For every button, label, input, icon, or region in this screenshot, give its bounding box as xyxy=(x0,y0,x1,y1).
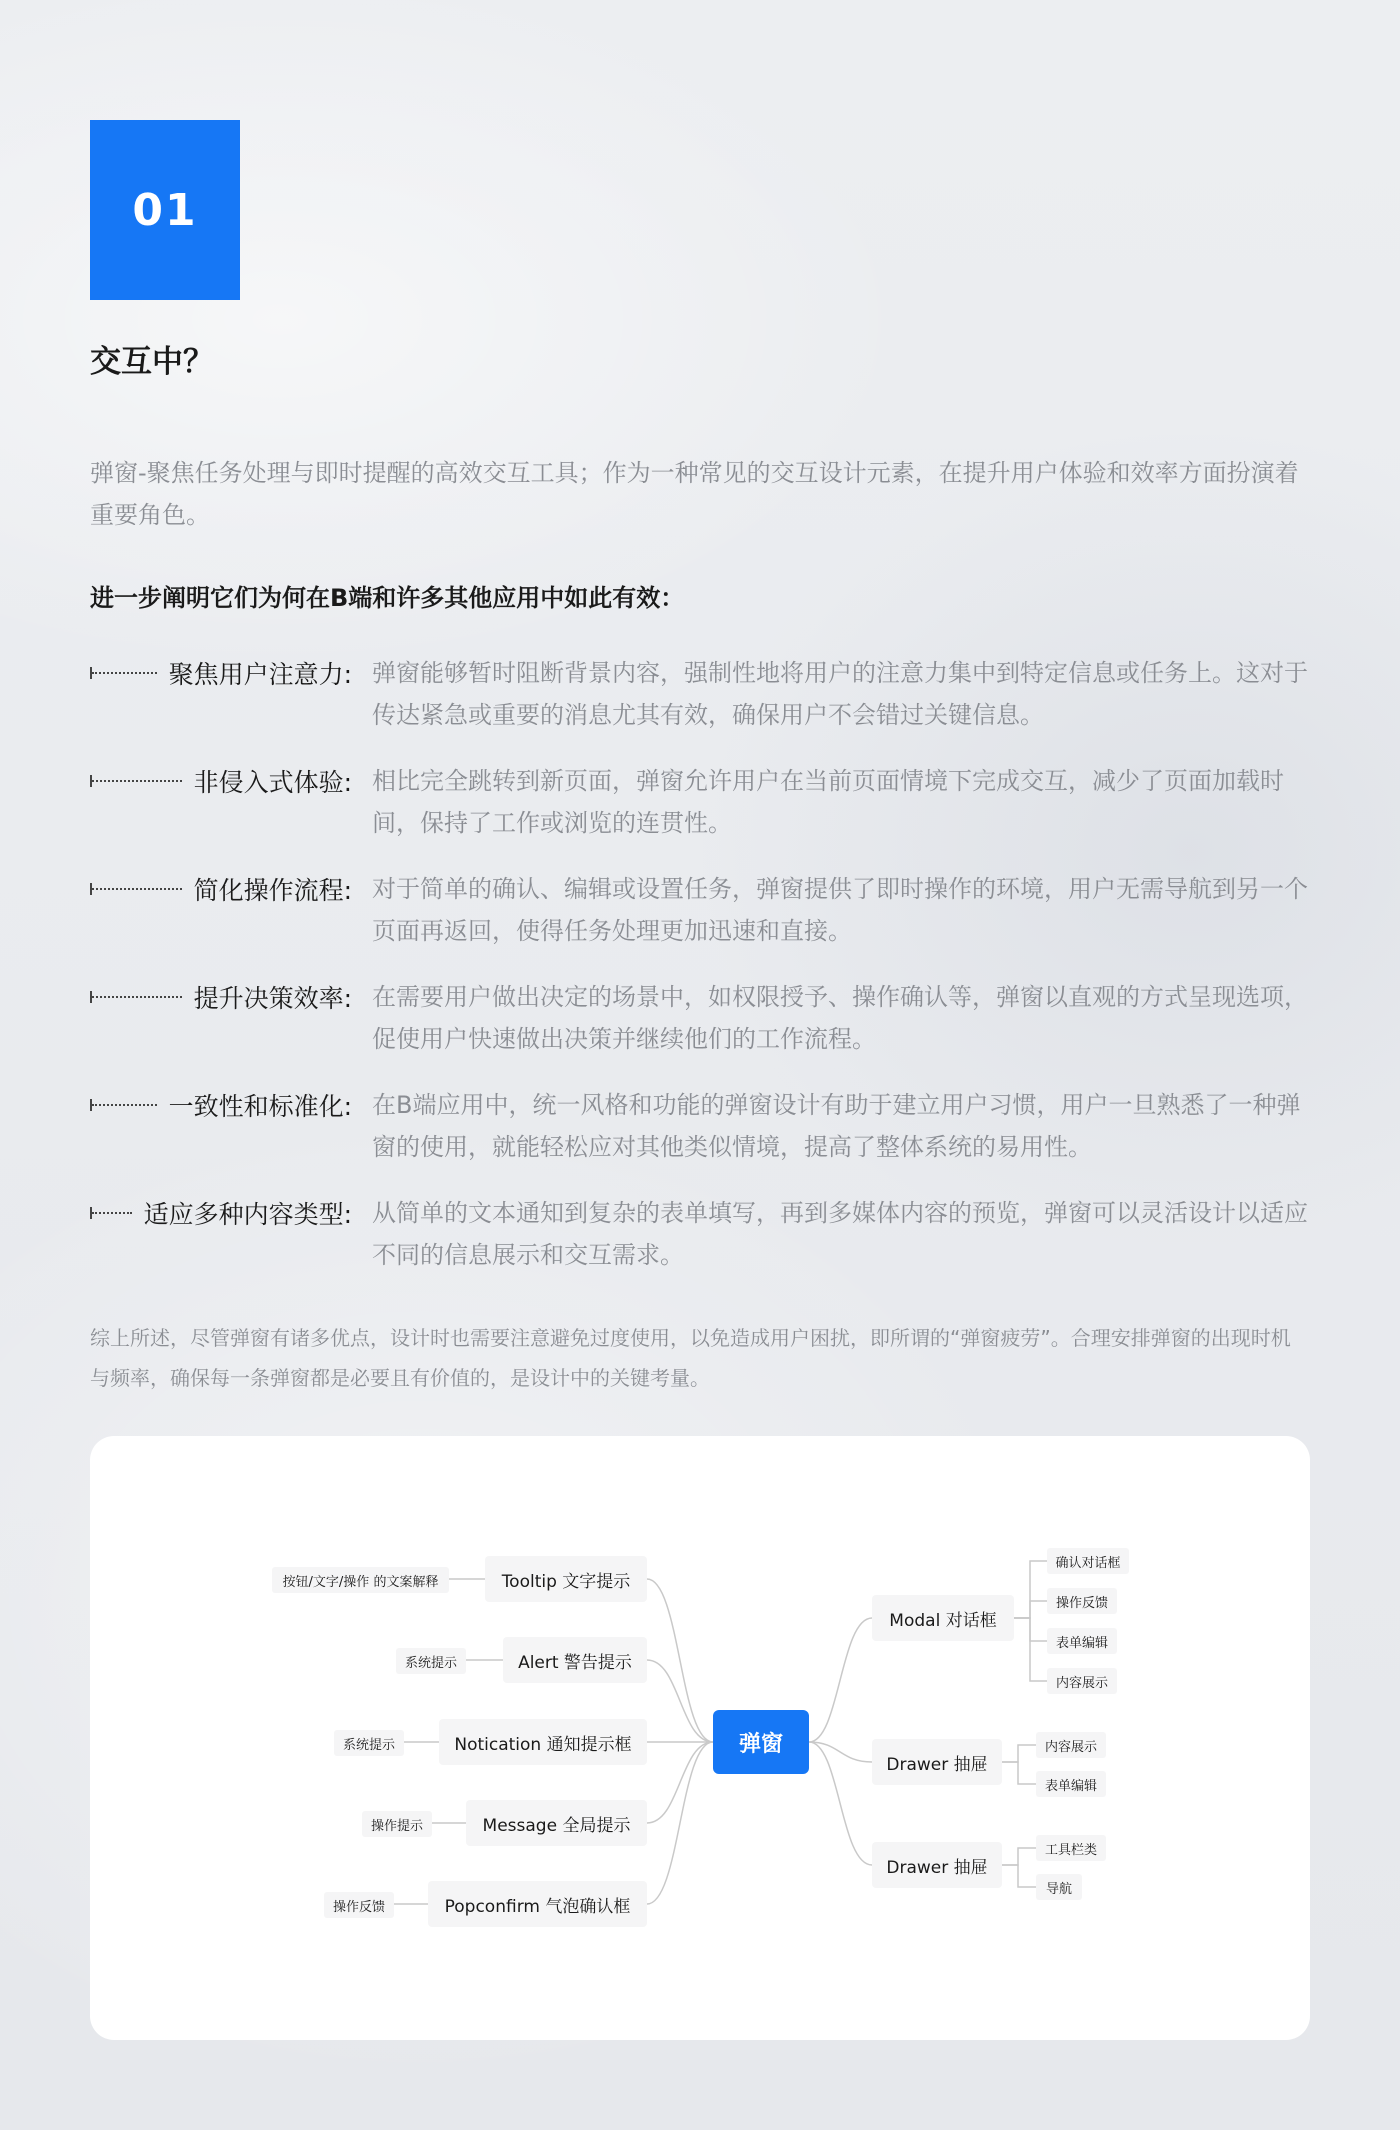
benefit-title: 非侵入式体验: xyxy=(193,768,352,797)
mindmap-branch-line xyxy=(809,1742,872,1762)
mindmap-leaf-line xyxy=(1002,1865,1036,1887)
section-number-badge: 01 xyxy=(90,120,240,300)
dotted-connector xyxy=(90,760,182,802)
mindmap-leaf-line xyxy=(1002,1745,1036,1762)
mindmap-leaf-line xyxy=(1002,1762,1036,1784)
mindmap-branch-line xyxy=(647,1742,713,1823)
benefit-item xyxy=(90,1084,1320,1192)
benefit-item xyxy=(90,976,1320,1084)
mindmap-center-node: 弹窗 xyxy=(713,1710,809,1774)
benefit-description: 弹窗能够暂时阻断背景内容，强制性地将用户的注意力集中到特定信息或任务上。这对于传达紧急或重要的消息尤其有效，确保用户不会错过关键信息。 xyxy=(372,659,1308,729)
summary-paragraph: 综上所述，尽管弹窗有诸多优点，设计时也需要注意避免过度使用，以免造成用户困扰，即所谓的“弹窗疲劳”。合理安排弹窗的出现时机与频率，确保每一条弹窗都是必要且有价值的，是设计中的关键考量。 xyxy=(90,1326,1291,1390)
mindmap-card xyxy=(90,1436,1310,2040)
mindmap-leaf: 确认对话框 xyxy=(1047,1548,1129,1574)
mindmap-branch-line xyxy=(809,1618,872,1742)
benefit-item xyxy=(90,868,1320,976)
mindmap-leaf: 表单编辑 xyxy=(1047,1628,1117,1654)
benefit-description: 从简单的文本通知到复杂的表单填写，再到多媒体内容的预览，弹窗可以灵活设计以适应不同的信息展示和交互需求。 xyxy=(372,1199,1308,1269)
dotted-connector xyxy=(90,652,157,694)
mindmap-branch-line xyxy=(647,1660,713,1742)
benefit-title: 聚焦用户注意力: xyxy=(168,660,352,689)
mindmap-node-alert: Alert 警告提示 xyxy=(503,1637,647,1683)
mindmap-leaf-line xyxy=(1014,1601,1047,1618)
dotted-connector xyxy=(90,1084,157,1126)
benefit-title: 提升决策效率: xyxy=(193,984,352,1013)
subheading: 进一步阐明它们为何在B端和许多其他应用中如此有效： xyxy=(90,584,685,612)
benefit-title: 一致性和标准化: xyxy=(168,1092,352,1121)
mindmap-leaf: 导航 xyxy=(1036,1874,1082,1900)
section-heading: 交互中？ xyxy=(90,344,214,380)
mindmap-node-popconfirm: Popconfirm 气泡确认框 xyxy=(428,1881,647,1927)
benefit-description: 在需要用户做出决定的场景中，如权限授予、操作确认等，弹窗以直观的方式呈现选项，促使用户快速做出决策并继续他们的工作流程。 xyxy=(372,983,1308,1053)
dotted-connector xyxy=(90,976,182,1018)
mindmap-leaf: 系统提示 xyxy=(334,1730,404,1756)
benefit-item xyxy=(90,1192,1320,1300)
dotted-connector xyxy=(90,1192,132,1234)
mindmap-leaf: 操作反馈 xyxy=(324,1892,394,1918)
mindmap-leaf: 内容展示 xyxy=(1047,1668,1117,1694)
mindmap-leaf: 系统提示 xyxy=(396,1648,466,1674)
benefit-description: 对于简单的确认、编辑或设置任务，弹窗提供了即时操作的环境，用户无需导航到另一个页面再返回，使得任务处理更加迅速和直接。 xyxy=(372,875,1308,945)
mindmap-leaf-line xyxy=(1014,1618,1047,1681)
benefit-item xyxy=(90,652,1320,760)
benefit-item xyxy=(90,760,1320,868)
mindmap-node-message: Message 全局提示 xyxy=(466,1800,647,1846)
mindmap-leaf: 表单编辑 xyxy=(1036,1771,1106,1797)
mindmap-node-drawer: Drawer 抽屉 xyxy=(872,1739,1002,1785)
mindmap-branch-line xyxy=(647,1742,713,1904)
benefit-description: 在B端应用中，统一风格和功能的弹窗设计有助于建立用户习惯，用户一旦熟悉了一种弹窗的使用，就能轻松应对其他类似情境，提高了整体系统的易用性。 xyxy=(372,1091,1301,1161)
mindmap-node-modal: Modal 对话框 xyxy=(872,1595,1014,1641)
benefit-title: 适应多种内容类型: xyxy=(143,1200,352,1229)
mindmap-node-tooltip: Tooltip 文字提示 xyxy=(485,1556,647,1602)
mindmap-leaf-line xyxy=(1002,1848,1036,1865)
mindmap-leaf: 工具栏类 xyxy=(1036,1835,1106,1861)
mindmap-branch-line xyxy=(809,1742,872,1865)
mindmap-connectors xyxy=(90,1436,1310,2040)
mindmap-leaf: 按钮/文字/操作 的文案解释 xyxy=(272,1567,449,1593)
benefit-list xyxy=(90,652,1320,1300)
benefit-description: 相比完全跳转到新页面，弹窗允许用户在当前页面情境下完成交互，减少了页面加载时间，保持了工作或浏览的连贯性。 xyxy=(372,767,1284,837)
dotted-connector xyxy=(90,868,182,910)
mindmap-node-notification: Notication 通知提示框 xyxy=(439,1719,647,1765)
mindmap-leaf: 内容展示 xyxy=(1036,1732,1106,1758)
mindmap-node-drawer: Drawer 抽屉 xyxy=(872,1842,1002,1888)
benefit-title: 简化操作流程: xyxy=(193,876,352,905)
mindmap-leaf: 操作提示 xyxy=(362,1811,432,1837)
mindmap-leaf: 操作反馈 xyxy=(1047,1588,1117,1614)
mindmap-branch-line xyxy=(647,1579,713,1742)
intro-paragraph: 弹窗-聚焦任务处理与即时提醒的高效交互工具；作为一种常见的交互设计元素，在提升用户体验和效率方面扮演着重要角色。 xyxy=(90,459,1299,529)
